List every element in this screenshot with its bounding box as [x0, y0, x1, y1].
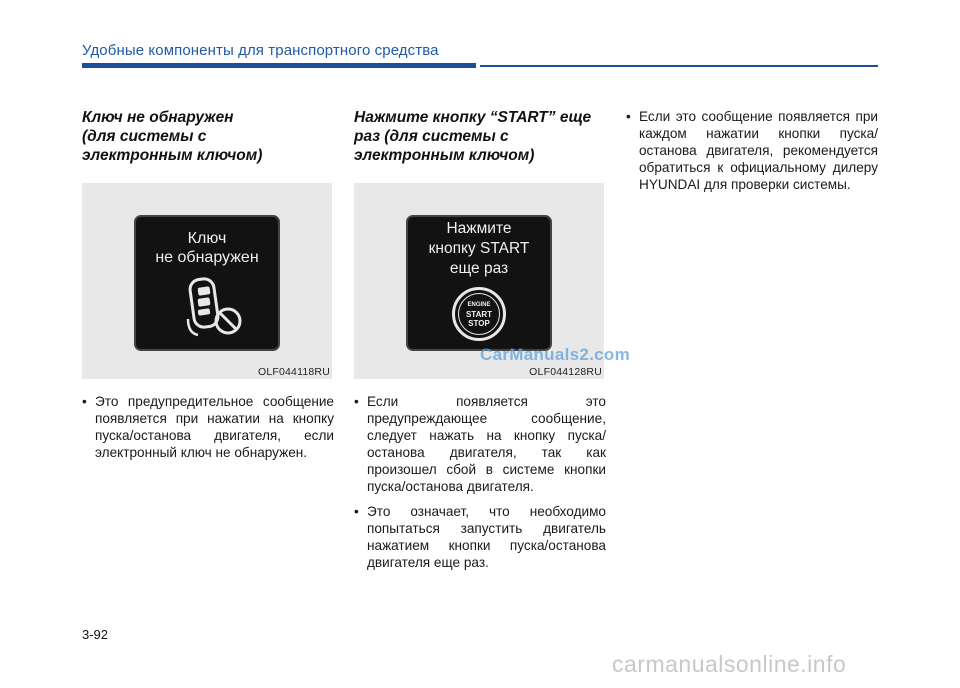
smart-key-prohibited-icon — [158, 275, 258, 345]
column-repeat-message — [626, 108, 878, 201]
bullet-list — [82, 393, 334, 461]
list-item: • Если это сообщение появляется при каждом нажатии кнопки пуска/останова двигателя, рекомендуется обратиться к официальному дилеру HYUNDAI для проверки системы. — [626, 108, 878, 193]
button-label-stop: STOP — [468, 318, 490, 328]
header-rule — [82, 63, 476, 68]
watermark-footer: carmanualsonline.info — [612, 651, 847, 677]
figure-key-not-detected — [82, 183, 332, 379]
heading-line: электронным ключом) — [354, 147, 535, 164]
heading-line: электронным ключом) — [82, 147, 263, 164]
heading-line: Ключ не обнаружен — [82, 109, 234, 126]
watermark: CarManuals2.com — [480, 345, 630, 364]
section-heading — [354, 108, 606, 165]
display-message — [408, 219, 550, 279]
button-label-engine: ENGINE — [467, 301, 491, 308]
display-message — [136, 229, 278, 267]
bullet-list — [626, 108, 878, 193]
display-line: не обнаружен — [155, 249, 259, 266]
engine-start-stop-button-icon — [452, 287, 506, 341]
section-heading — [82, 108, 334, 165]
bullet-list — [354, 393, 606, 571]
cluster-display — [406, 215, 552, 351]
button-face — [458, 293, 500, 335]
figure-code: OLF044118RU — [257, 366, 330, 378]
button-label-start: START — [465, 309, 493, 319]
display-line: кнопку START — [428, 240, 530, 257]
figure-code: OLF044128RU — [529, 366, 602, 378]
display-line: Ключ — [187, 230, 227, 247]
list-item: • Это предупредительное сообщение появляется при нажатии на кнопку пуска/останова двигателя, если электронный ключ не обнаружен. — [82, 393, 334, 461]
column-key-not-detected — [82, 108, 334, 469]
list-item: • Это означает, что необходимо попытаться запустить двигатель нажатием кнопки пуска/останова двигателя еще раз. — [354, 503, 606, 571]
list-item: • Если появляется это предупреждающее сообщение, следует нажать на кнопку пуска/останова двигателя, так как произошел сбой в системе кнопки пуска/останова двигателя. — [354, 393, 606, 495]
column-press-start-again — [354, 108, 606, 579]
cluster-display — [134, 215, 280, 351]
header-title: Удобные компоненты для транспортного средства — [82, 42, 439, 59]
heading-line: раз (для системы с — [354, 128, 509, 145]
display-line: еще раз — [449, 260, 509, 277]
page-number: 3-92 — [82, 627, 109, 642]
display-line: Нажмите — [446, 220, 512, 237]
heading-line: Нажмите кнопку “START” еще — [354, 109, 592, 126]
heading-line: (для системы с — [82, 128, 207, 145]
header-rule-thin — [480, 65, 878, 67]
